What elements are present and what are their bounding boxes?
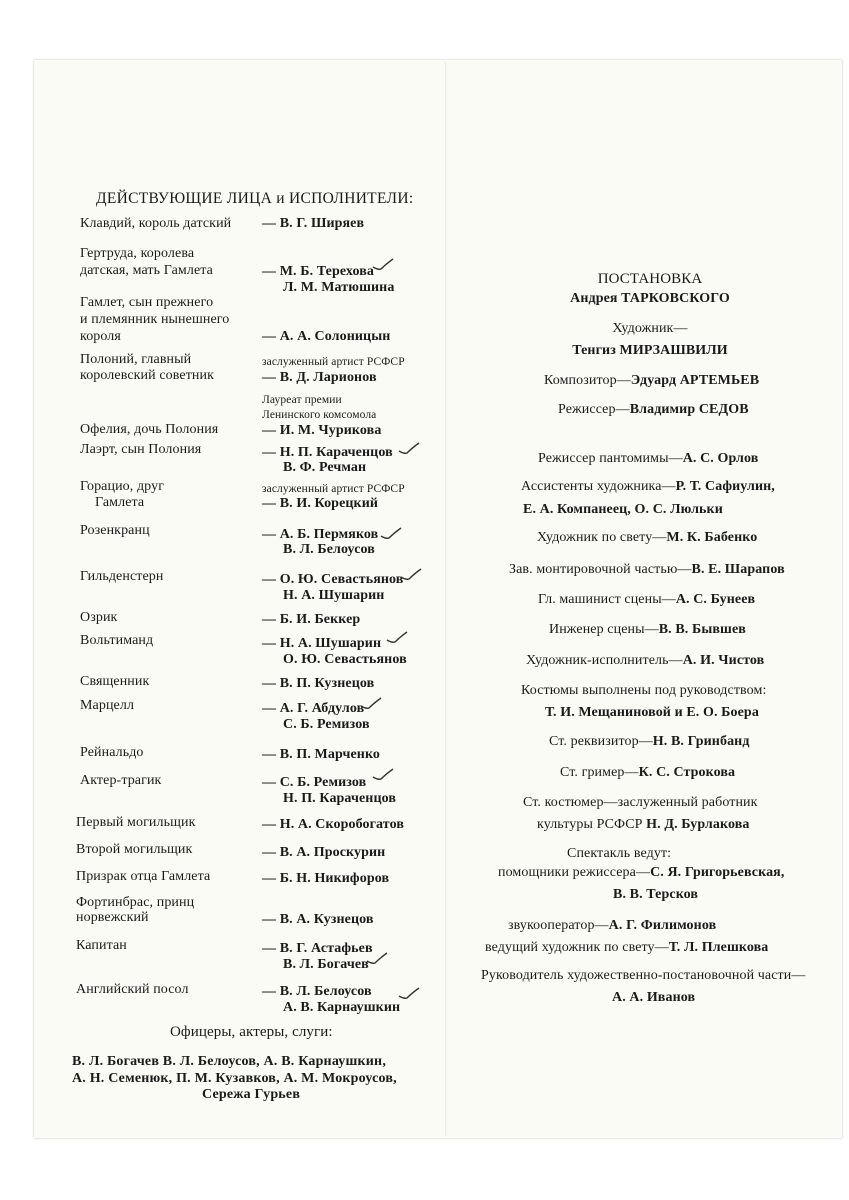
actor: — А. Г. Абдулов xyxy=(262,701,365,716)
actor: — Б. И. Беккер xyxy=(262,612,361,627)
role-laertes: Лаэрт, сын Полония xyxy=(80,442,202,457)
actor: Н. П. Караченцов xyxy=(283,791,397,806)
actor: — В. А. Проскурин xyxy=(262,845,386,860)
stage-director-credit: Режиссер—Владимир СЕДОВ xyxy=(558,402,749,417)
role-player: Актер-трагик xyxy=(80,773,162,788)
role-fortinbras-2: норвежский xyxy=(76,910,149,925)
role-ghost: Призрак отца Гамлета xyxy=(76,869,211,884)
actor: — В. А. Кузнецов xyxy=(262,912,374,927)
credit-line: Режиссер пантомимы—А. С. Орлов xyxy=(538,451,759,466)
role-hamlet: Гамлет, сын прежнего xyxy=(80,295,214,310)
role-horatio: Горацио, друг xyxy=(80,479,165,494)
actor: Л. М. Матюшина xyxy=(283,280,395,295)
role-hamlet-3: короля xyxy=(80,329,121,344)
role-priest: Священник xyxy=(80,674,150,689)
actor: — М. Б. Терехова xyxy=(262,264,374,279)
actor: С. Б. Ремизов xyxy=(283,717,370,732)
role-claudius: Клавдий, король датский xyxy=(80,216,232,231)
credit-line: культуры РСФСР Н. Д. Бурлакова xyxy=(537,817,750,832)
fold-crease xyxy=(445,62,446,1136)
actor: — А. Б. Пермяков xyxy=(262,527,379,542)
composer-credit: Композитор—Эдуард АРТЕМЬЕВ xyxy=(544,373,760,388)
role-marcellus: Марцелл xyxy=(80,698,135,713)
production-heading: ПОСТАНОВКА xyxy=(597,271,703,287)
credit-line: звукооператор—А. Г. Филимонов xyxy=(508,918,717,933)
actor: — Б. Н. Никифоров xyxy=(262,871,390,886)
check-mark-icon xyxy=(366,952,388,966)
check-mark-icon xyxy=(360,697,382,711)
officers-line: Сережа Гурьев xyxy=(202,1087,301,1102)
credit-line: Ст. гример—К. С. Строкова xyxy=(560,765,736,780)
actor: — О. Ю. Севастьянов xyxy=(262,572,404,587)
officers-line: А. Н. Семенюк, П. М. Кузавков, А. М. Мокроусов, xyxy=(72,1071,397,1086)
credit-line: Е. А. Компанеец, О. С. Люльки xyxy=(523,502,723,517)
honor-note-2: Ленинского комсомола xyxy=(262,409,377,421)
cast-heading: ДЕЙСТВУЮЩИЕ ЛИЦА и ИСПОЛНИТЕЛИ: xyxy=(96,190,414,207)
honor-note: заслуженный артист РСФСР xyxy=(262,356,405,368)
officers-heading: Офицеры, актеры, слуги: xyxy=(170,1024,333,1040)
credit-line: А. А. Иванов xyxy=(612,990,696,1005)
role-reynaldo: Рейнальдо xyxy=(80,745,144,760)
role-ambassador: Английский посол xyxy=(76,982,189,997)
actor: — А. А. Солоницын xyxy=(262,329,391,344)
actor: — Н. А. Скоробогатов xyxy=(262,817,404,832)
actor: Н. А. Шушарин xyxy=(283,588,385,603)
credit-line: Зав. монтировочной частью—В. Е. Шарапов xyxy=(509,562,785,577)
role-second-gravedigger: Второй могильщик xyxy=(76,842,193,857)
credit-line: В. В. Терсков xyxy=(613,887,699,902)
check-mark-icon xyxy=(386,631,408,645)
actor: — В. Г. Ширяев xyxy=(262,216,365,231)
actor: В. Л. Белоусов xyxy=(283,542,375,557)
actor: — В. П. Марченко xyxy=(262,747,381,762)
director-name: Андрея ТАРКОВСКОГО xyxy=(570,291,730,306)
role-hamlet-2: и племянник нынешнего xyxy=(80,312,230,327)
officers-line: В. Л. Богачев В. Л. Белоусов, А. В. Карнаушкин, xyxy=(72,1054,387,1069)
credit-line: Т. И. Мещаниновой и Е. О. Боера xyxy=(545,705,759,720)
check-mark-icon xyxy=(398,442,420,456)
credit-line: помощники режиссера—С. Я. Григорьевская, xyxy=(498,865,785,880)
actor: В. Л. Богачев xyxy=(283,957,369,972)
check-mark-icon xyxy=(380,527,402,541)
credit-line: Ассистенты художника—Р. Т. Сафиулин, xyxy=(521,479,775,494)
credit-line: Спектакль ведут: xyxy=(567,846,672,861)
credit-line: Художник-исполнитель—А. И. Чистов xyxy=(526,653,765,668)
honor-note: заслуженный артист РСФСР xyxy=(262,483,405,495)
role-captain: Капитан xyxy=(76,938,127,953)
role-first-gravedigger: Первый могильщик xyxy=(76,815,196,830)
role-rosencrantz: Розенкранц xyxy=(80,523,150,538)
actor: — С. Б. Ремизов xyxy=(262,775,367,790)
check-mark-icon xyxy=(398,987,420,1001)
honor-note: Лауреат премии xyxy=(262,394,342,406)
actor: — В. П. Кузнецов xyxy=(262,676,375,691)
role-polonius: Полоний, главный xyxy=(80,352,192,367)
role-guildenstern: Гильденстерн xyxy=(80,569,164,584)
actor: — Н. П. Караченцов xyxy=(262,445,393,460)
role-gertrude: Гертруда, королева xyxy=(80,246,195,261)
role-voltimand: Вольтиманд xyxy=(80,633,154,648)
role-polonius-2: королевский советник xyxy=(80,368,214,383)
actor: — В. Д. Ларионов xyxy=(262,370,377,385)
actor: — В. Г. Астафьев xyxy=(262,941,373,956)
credit-line: Ст. реквизитор—Н. В. Гринбанд xyxy=(549,734,750,749)
actor: — В. Л. Белоусов xyxy=(262,984,372,999)
actor: — И. М. Чурикова xyxy=(262,423,382,438)
artist-name: Тенгиз МИРЗАШВИЛИ xyxy=(572,343,728,358)
check-mark-icon xyxy=(400,568,422,582)
role-osric: Озрик xyxy=(80,610,118,625)
artist-label: Художник— xyxy=(612,321,688,336)
check-mark-icon xyxy=(372,258,394,272)
credit-line: Ст. костюмер—заслуженный работник xyxy=(523,795,758,810)
credit-line: Руководитель художественно-постановочной части— xyxy=(481,968,806,983)
credit-line: Инженер сцены—В. В. Бывшев xyxy=(549,622,746,637)
actor: О. Ю. Севастьянов xyxy=(283,652,407,667)
role-gertrude-2: датская, мать Гамлета xyxy=(80,263,213,278)
credit-line: Гл. машинист сцены—А. С. Бунеев xyxy=(538,592,756,607)
role-fortinbras: Фортинбрас, принц xyxy=(76,895,195,910)
actor: А. В. Карнаушкин xyxy=(283,1000,401,1015)
role-horatio-2: Гамлета xyxy=(95,495,145,510)
credit-line: Костюмы выполнены под руководством: xyxy=(521,683,767,698)
actor: В. Ф. Речман xyxy=(283,460,367,475)
credit-line: Художник по свету—М. К. Бабенко xyxy=(537,530,758,545)
credit-line: ведущий художник по свету—Т. Л. Плешкова xyxy=(485,940,769,955)
actor: — Н. А. Шушарин xyxy=(262,636,382,651)
check-mark-icon xyxy=(372,768,394,782)
role-ophelia: Офелия, дочь Полония xyxy=(80,422,219,437)
actor: — В. И. Корецкий xyxy=(262,496,379,511)
